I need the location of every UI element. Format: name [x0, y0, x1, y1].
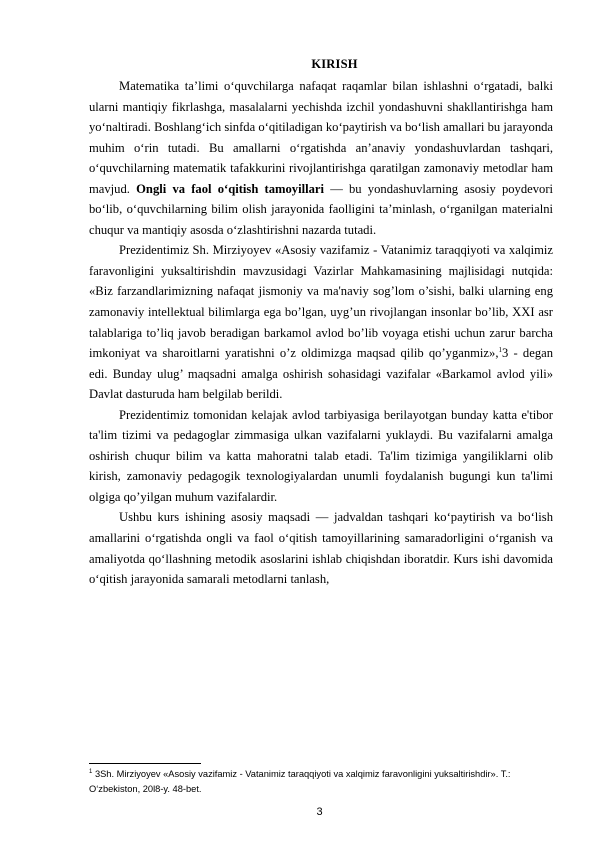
footnote-divider: [89, 763, 201, 764]
paragraph-2: [89, 240, 553, 404]
footnote-text: 3Sh. Mirziyoyev «Asosiy vazifamiz - Vatanimiz taraqqiyoti va xalqimiz faravonligini yuksaltirishdir». T.: O‘zbekiston, 20l8-y. 48-bet.: [89, 769, 511, 794]
footnote-reference[interactable]: 1: [498, 345, 502, 354]
paragraph-2-text-a: Prezidentimiz Sh. Mirziyoyev «Asosiy vazifamiz - Vatanimiz taraqqiyoti va xalqimiz faravonligini yuksaltirishdin mavzusidagi Vazirlar Mahkamasining majlisidagi nutqida: «Biz farzandlarimizning nafaqat jismoniy va ma'naviy sog’lom o’sishi, balki ularning eng zamonaviy intellektual bilimlarga ega bo’lgan, uyg’un rivojlangan insonlar bo’lib, XXI asr talablariga to’liq javob beradigan barkamol avlod bo’lib voyaga etishi uchun zarur barcha imkoniyat va sharoitlarni yaratishni o’z oldimizga maqsad qilib qo’yganmiz»,: [89, 243, 553, 361]
paragraph-3: Prezidentimiz tomonidan kelajak avlod tarbiyasiga berilayotgan bunday katta e'tibor ta'lim tizimi va pedagoglar zimmasiga ulkan vazifalarni yuklaydi. Bu vazifalarni amalga oshirish chuqur bilim va katta mahoratni talab etadi. Ta'lim tizimiga yangiliklarni olib kirish, zamonaviy pedagogik texnologiyalardan unumli foydalanish bugungi kun ta'limi olgiga qo’yilgan muhum vazifalardir.: [89, 407, 553, 504]
footnote: [89, 767, 559, 796]
paragraph-2-text-b: 3 - degan edi. Bunday ulug’ maqsadni amalga oshirish sohasidagi vazifalar «Barkamol avlod yili» Davlat dasturuda ham belgilab berildi.: [89, 346, 554, 402]
page-number: 3: [316, 806, 323, 818]
page-title: KIRISH: [311, 57, 358, 71]
body-text: [89, 76, 553, 590]
footnote-marker: 1: [89, 768, 93, 775]
paragraph-1-bold-term: Ongli va faol o‘qitish tamoyillari: [136, 181, 324, 196]
paragraph-1: [89, 76, 553, 240]
paragraph-4: Ushbu kurs ishining asosiy maqsadi — jadvaldan tashqari ko‘paytirish va bo‘lish amallarini o‘rgatishda ongli va faol o‘qitish tamoyillarining samaradorligini o‘rganish va amaliyotda qo‘llashning metodik asoslarini ishlab chiqishdan iboratdir. Kurs ishi davomida o‘qitish jarayonida samarali metodlarni tanlash,: [89, 510, 553, 587]
paragraph-1-text-a: Matematika ta’limi o‘quvchilarga nafaqat raqamlar bilan ishlashni o‘rgatadi, balki ularni mantiqiy fikrlashga, masalalarni yechishda izchil yondashuvni shakllantirishga ham yo‘naltiradi. Boshlang‘ich sinfda o‘qitiladigan ko‘paytirish va bo‘lish amallari bu jarayonda muhim o‘rin tutadi. Bu amallarni o‘rgatishda an’anaviy yondashuvlardan tashqari, o‘quvchilarning matematik tafakkurini rivojlantirishga qaratilgan zamonaviy metodlar ham mavjud.: [89, 79, 553, 196]
paragraph-1-text-b: — bu yondashuvlarning asosiy poydevori bo‘lib, o‘quvchilarning bilim olish jarayonida faolligini ta’minlash, o‘rganilgan materialni chuqur va mantiqiy asosda o‘zlashtirishni nazarda tutadi.: [89, 181, 554, 237]
